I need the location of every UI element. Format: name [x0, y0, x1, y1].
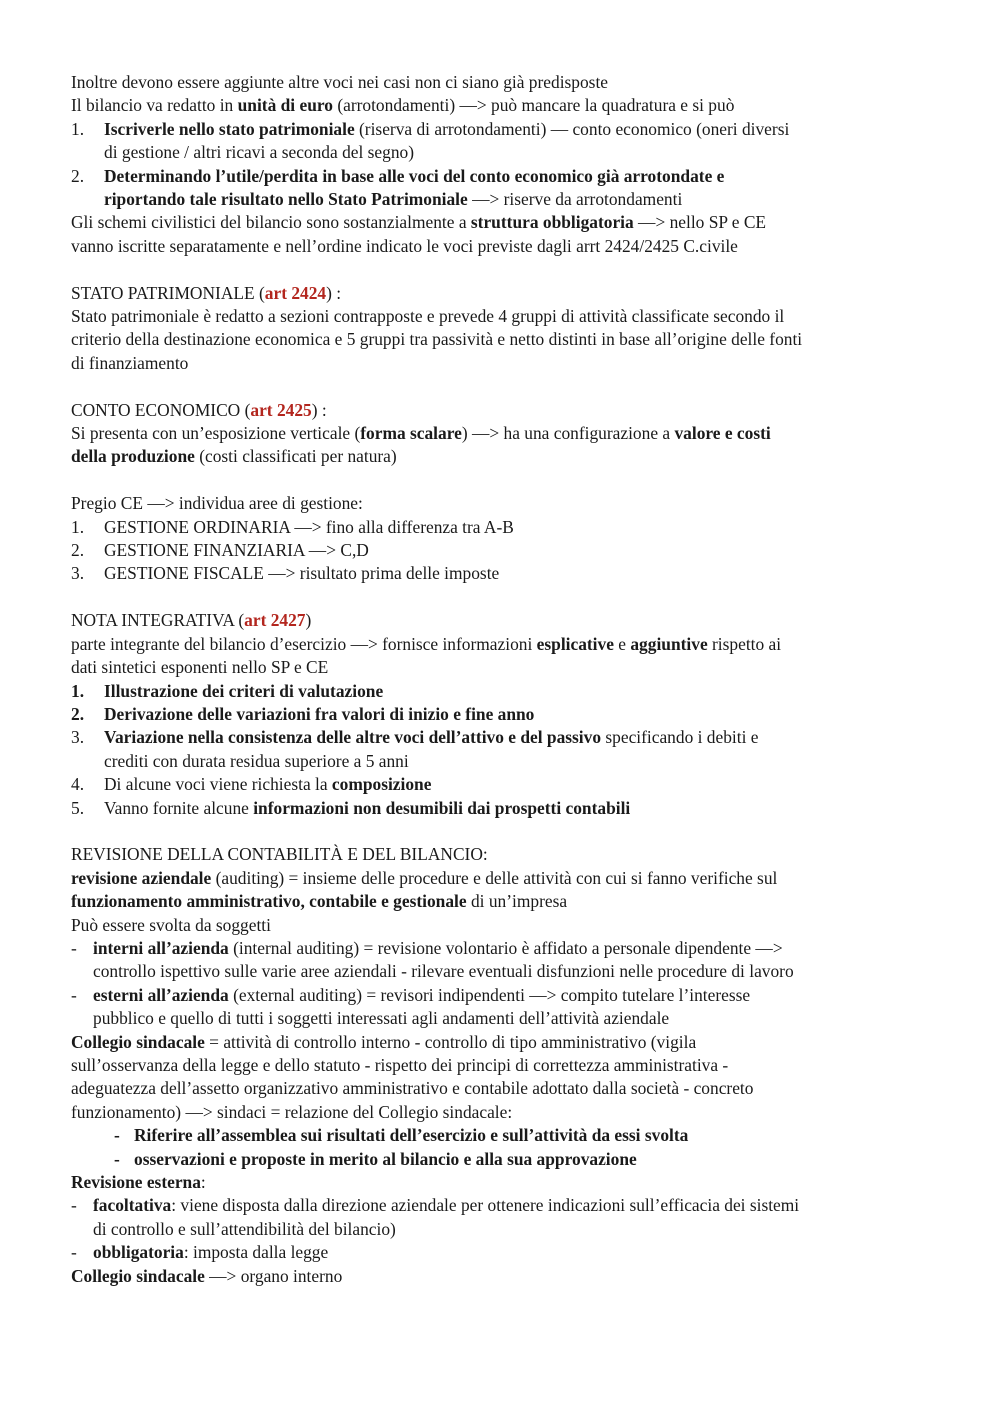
list-item: 1. GESTIONE ORDINARIA —> fino alla differenza tra A-B: [71, 516, 514, 537]
schemi-line-2: vanno iscritte separatamente e nell’ordine indicato le voci previste dagli arrt 2424/2425 C.civile: [71, 235, 738, 256]
intro-line-1: Inoltre devono essere aggiunte altre voci nei casi non ci siano già predisposte: [71, 72, 609, 92]
dash-item: - obbligatoria: imposta dalla legge: [71, 1242, 329, 1263]
list-item: 2. Determinando l’utile/perdita in base alle voci del conto economico già arrotondate e: [71, 165, 725, 186]
paragraph-line: della produzione (costi classificati per natura): [71, 446, 397, 467]
section-heading-conto: CONTO ECONOMICO (art 2425) :: [71, 399, 327, 420]
list-item: 3. Variazione nella consistenza delle altre voci dell’attivo e del passivo specificando i debiti e: [71, 727, 759, 748]
sub-dash-item: - osservazioni e proposte in merito al bilancio e alla sua approvazione: [114, 1148, 637, 1169]
paragraph-line: Stato patrimoniale è redatto a sezioni contrapposte e prevede 4 gruppi di attività classificate secondo il: [71, 306, 785, 327]
paragraph-line: funzionamento amministrativo, contabile e gestionale di un’impresa: [71, 891, 568, 912]
list-item-continuation: crediti con durata residua superiore a 5 anni: [104, 750, 409, 771]
section-heading-revisione: REVISIONE DELLA CONTABILITÀ E DEL BILANCIO:: [71, 844, 488, 865]
paragraph-line: parte integrante del bilancio d’esercizio —> fornisce informazioni esplicative e aggiuntive rispetto ai: [71, 633, 782, 654]
list-item: 2. GESTIONE FINANZIARIA —> C,D: [71, 540, 369, 561]
list-item: 3. GESTIONE FISCALE —> risultato prima delle imposte: [71, 563, 500, 584]
list-item: 4. Di alcune voci viene richiesta la composizione: [71, 774, 432, 795]
list-item: 1. Illustrazione dei criteri di valutazione: [71, 680, 384, 701]
paragraph-line: funzionamento) —> sindaci = relazione del Collegio sindacale:: [71, 1101, 513, 1122]
dash-item: - interni all’azienda (internal auditing) = revisione volontario è affidato a personale dipendente —>: [71, 937, 783, 958]
section-heading-stato: STATO PATRIMONIALE (art 2424) :: [71, 282, 342, 303]
paragraph-line: dati sintetici esponenti nello SP e CE: [71, 657, 329, 678]
list-item-continuation: di gestione / altri ricavi a seconda del segno): [104, 142, 415, 163]
paragraph-line: Collegio sindacale —> organo interno: [71, 1265, 343, 1286]
list-item: 1. Iscriverle nello stato patrimoniale (riserva di arrotondamenti) — conto economico (oneri diversi: [71, 118, 790, 139]
paragraph-line: Revisione esterna:: [71, 1172, 206, 1193]
paragraph-line: criterio della destinazione economica e 5 gruppi tra passività e netto distinti in base all’origine delle fonti: [71, 329, 803, 350]
list-item: 5. Vanno fornite alcune informazioni non desumibili dai prospetti contabili: [71, 797, 631, 818]
document-page: [71, 71, 941, 1288]
list-item: 2. Derivazione delle variazioni fra valori di inizio e fine anno: [71, 703, 535, 724]
dash-item-continuation: pubblico e quello di tutti i soggetti interessati agli andamenti dell’attività aziendale: [93, 1008, 670, 1029]
dash-item: - esterni all’azienda (external auditing) = revisori indipendenti —> compito tutelare l’interesse: [71, 984, 751, 1005]
paragraph-line: revisione aziendale (auditing) = insieme delle procedure e delle attività con cui si fanno verifiche sul: [71, 867, 778, 888]
paragraph-line: sull’osservanza della legge e dello statuto - rispetto dei principi di correttezza amministrativa -: [71, 1054, 729, 1075]
section-heading-nota: NOTA INTEGRATIVA (art 2427): [71, 610, 312, 631]
intro-line-2: Il bilancio va redatto in unità di euro (arrotondamenti) —> può mancare la quadratura e si può: [71, 95, 735, 116]
paragraph-line: Si presenta con un’esposizione verticale (forma scalare) —> ha una configurazione a valore e costi: [71, 423, 771, 444]
dash-item: - facoltativa: viene disposta dalla direzione aziendale per ottenere indicazioni sull’efficacia dei sistemi: [71, 1195, 800, 1216]
dash-item-continuation: controllo ispettivo sulle varie aree aziendali - rilevare eventuali disfunzioni nelle procedure di lavoro: [93, 961, 794, 982]
pregio-title: Pregio CE —> individua aree di gestione:: [71, 493, 363, 514]
paragraph-line: adeguatezza dell’assetto organizzativo amministrativo e contabile adottato dalla società - concreto: [71, 1078, 754, 1099]
schemi-line-1: Gli schemi civilistici del bilancio sono sostanzialmente a struttura obbligatoria —> nello SP e CE: [71, 212, 767, 233]
sub-dash-item: - Riferire all’assemblea sui risultati dell’esercizio e sull’attività da essi svolta: [114, 1125, 689, 1146]
dash-item-continuation: di controllo e sull’attendibilità del bilancio): [93, 1218, 396, 1239]
list-item-continuation: riportando tale risultato nello Stato Patrimoniale —> riserve da arrotondamenti: [104, 189, 683, 210]
paragraph-line: Può essere svolta da soggetti: [71, 914, 271, 935]
paragraph-line: Collegio sindacale = attività di controllo interno - controllo di tipo amministrativo (vigila: [71, 1031, 697, 1052]
paragraph-line: di finanziamento: [71, 352, 189, 373]
